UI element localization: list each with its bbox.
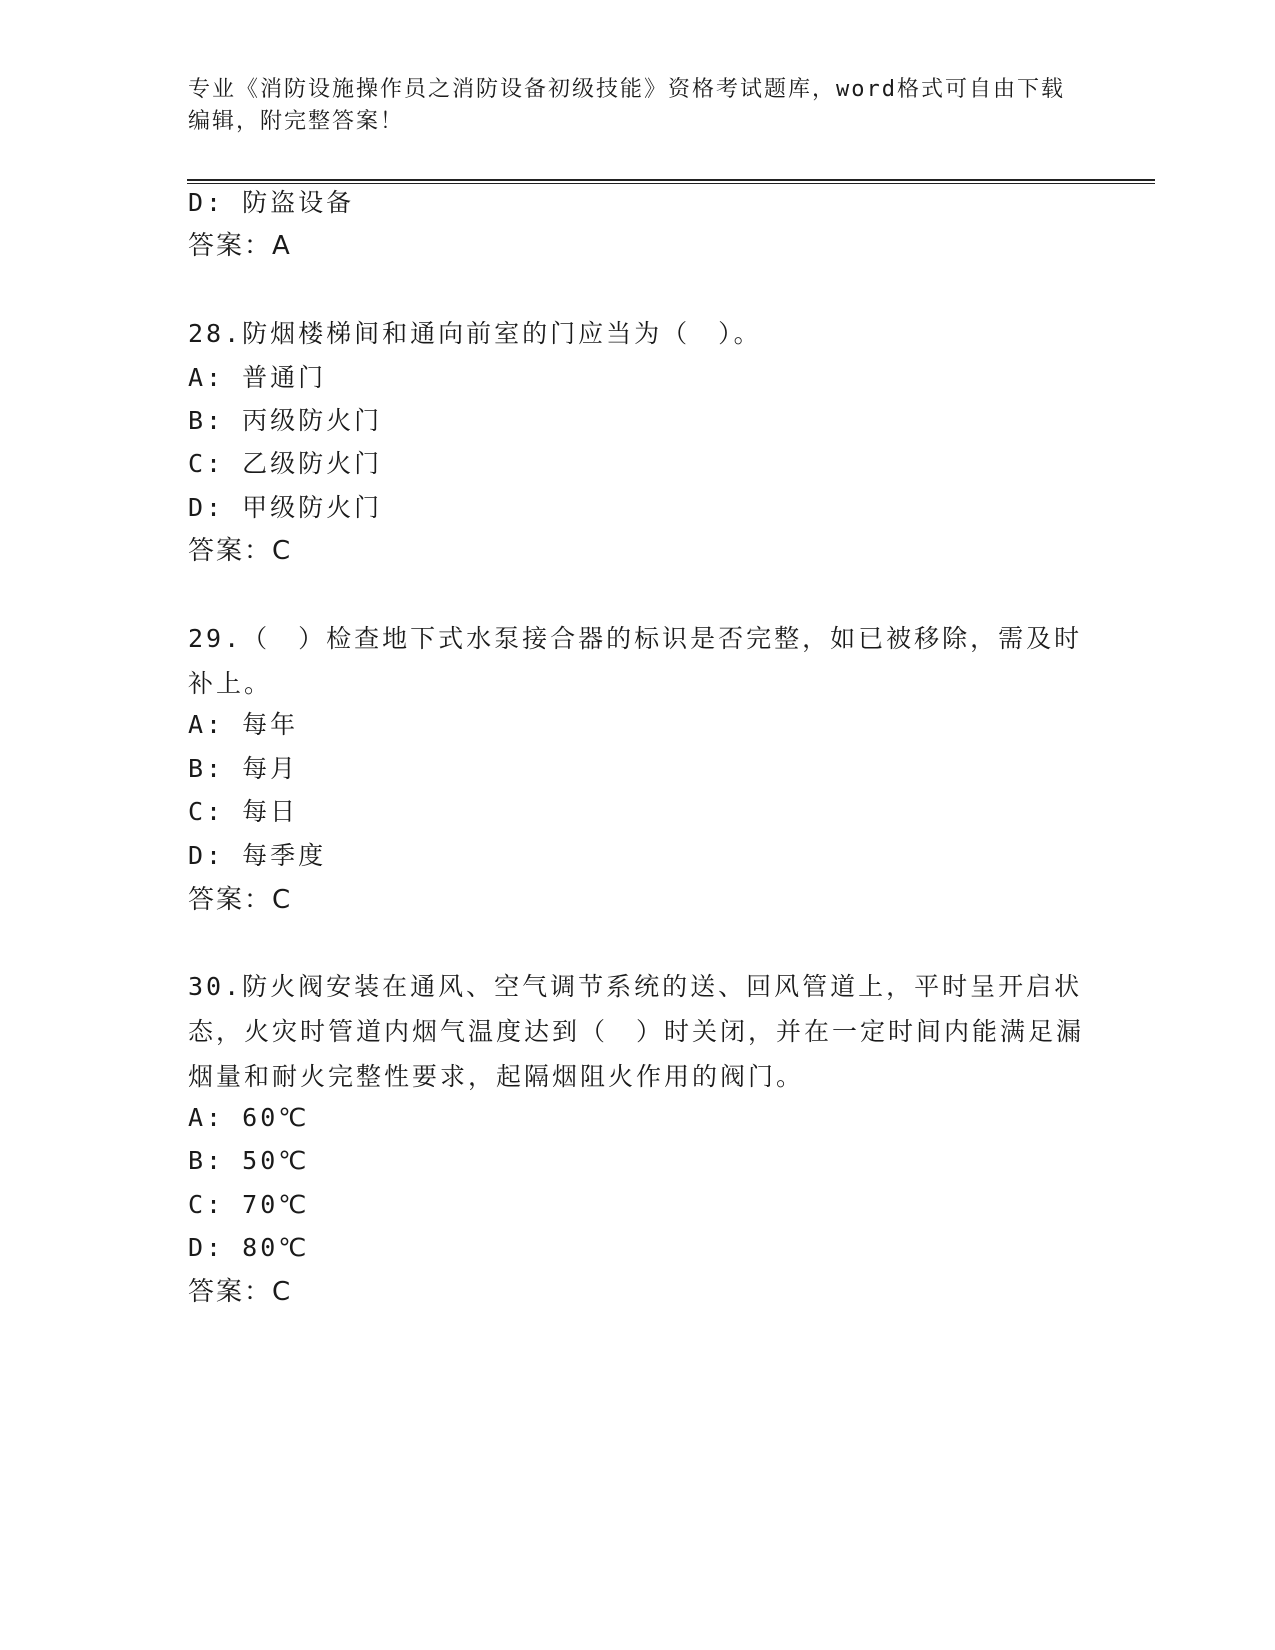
q30-option-a: A: 60℃ [188,1103,310,1132]
q28-option-a: A: 普通门 [188,363,327,392]
q29-option-a: A: 每年 [188,710,299,739]
q29-stem: 29.（ ）检查地下式水泵接合器的标识是否完整，如已被移除，需及时补上。 [188,624,1083,698]
q29-option-b: B: 每月 [188,754,299,783]
q29-option-c: C: 每日 [188,797,299,826]
q30-option-d: D: 80℃ [188,1233,310,1262]
page-header: 专业《消防设施操作员之消防设备初级技能》资格考试题库，word格式可自由下载编辑，附完整答案！ [188,77,1065,134]
q29-answer: 答案：C [188,885,293,915]
q28-option-b: B: 丙级防火门 [188,406,383,435]
q28-stem: 28.防烟楼梯间和通向前室的门应当为（ ）。 [188,319,762,348]
q30-option-b: B: 50℃ [188,1146,310,1175]
header-divider [187,179,1155,184]
q30-answer: 答案：C [188,1277,293,1307]
q30-option-c: C: 70℃ [188,1190,310,1219]
q28-answer: 答案：C [188,536,293,566]
q29-option-d: D: 每季度 [188,841,327,870]
prev-answer: 答案：A [188,231,292,261]
q28-option-d: D: 甲级防火门 [188,493,383,522]
q28-option-c: C: 乙级防火门 [188,449,383,478]
prev-option-d: D: 防盗设备 [188,188,355,217]
q30-stem: 30.防火阀安装在通风、空气调节系统的送、回风管道上，平时呈开启状态，火灾时管道内烟气温度达到（ ）时关闭，并在一定时间内能满足漏烟量和耐火完整性要求，起隔烟阻火作用的阀门。 [188,972,1085,1091]
